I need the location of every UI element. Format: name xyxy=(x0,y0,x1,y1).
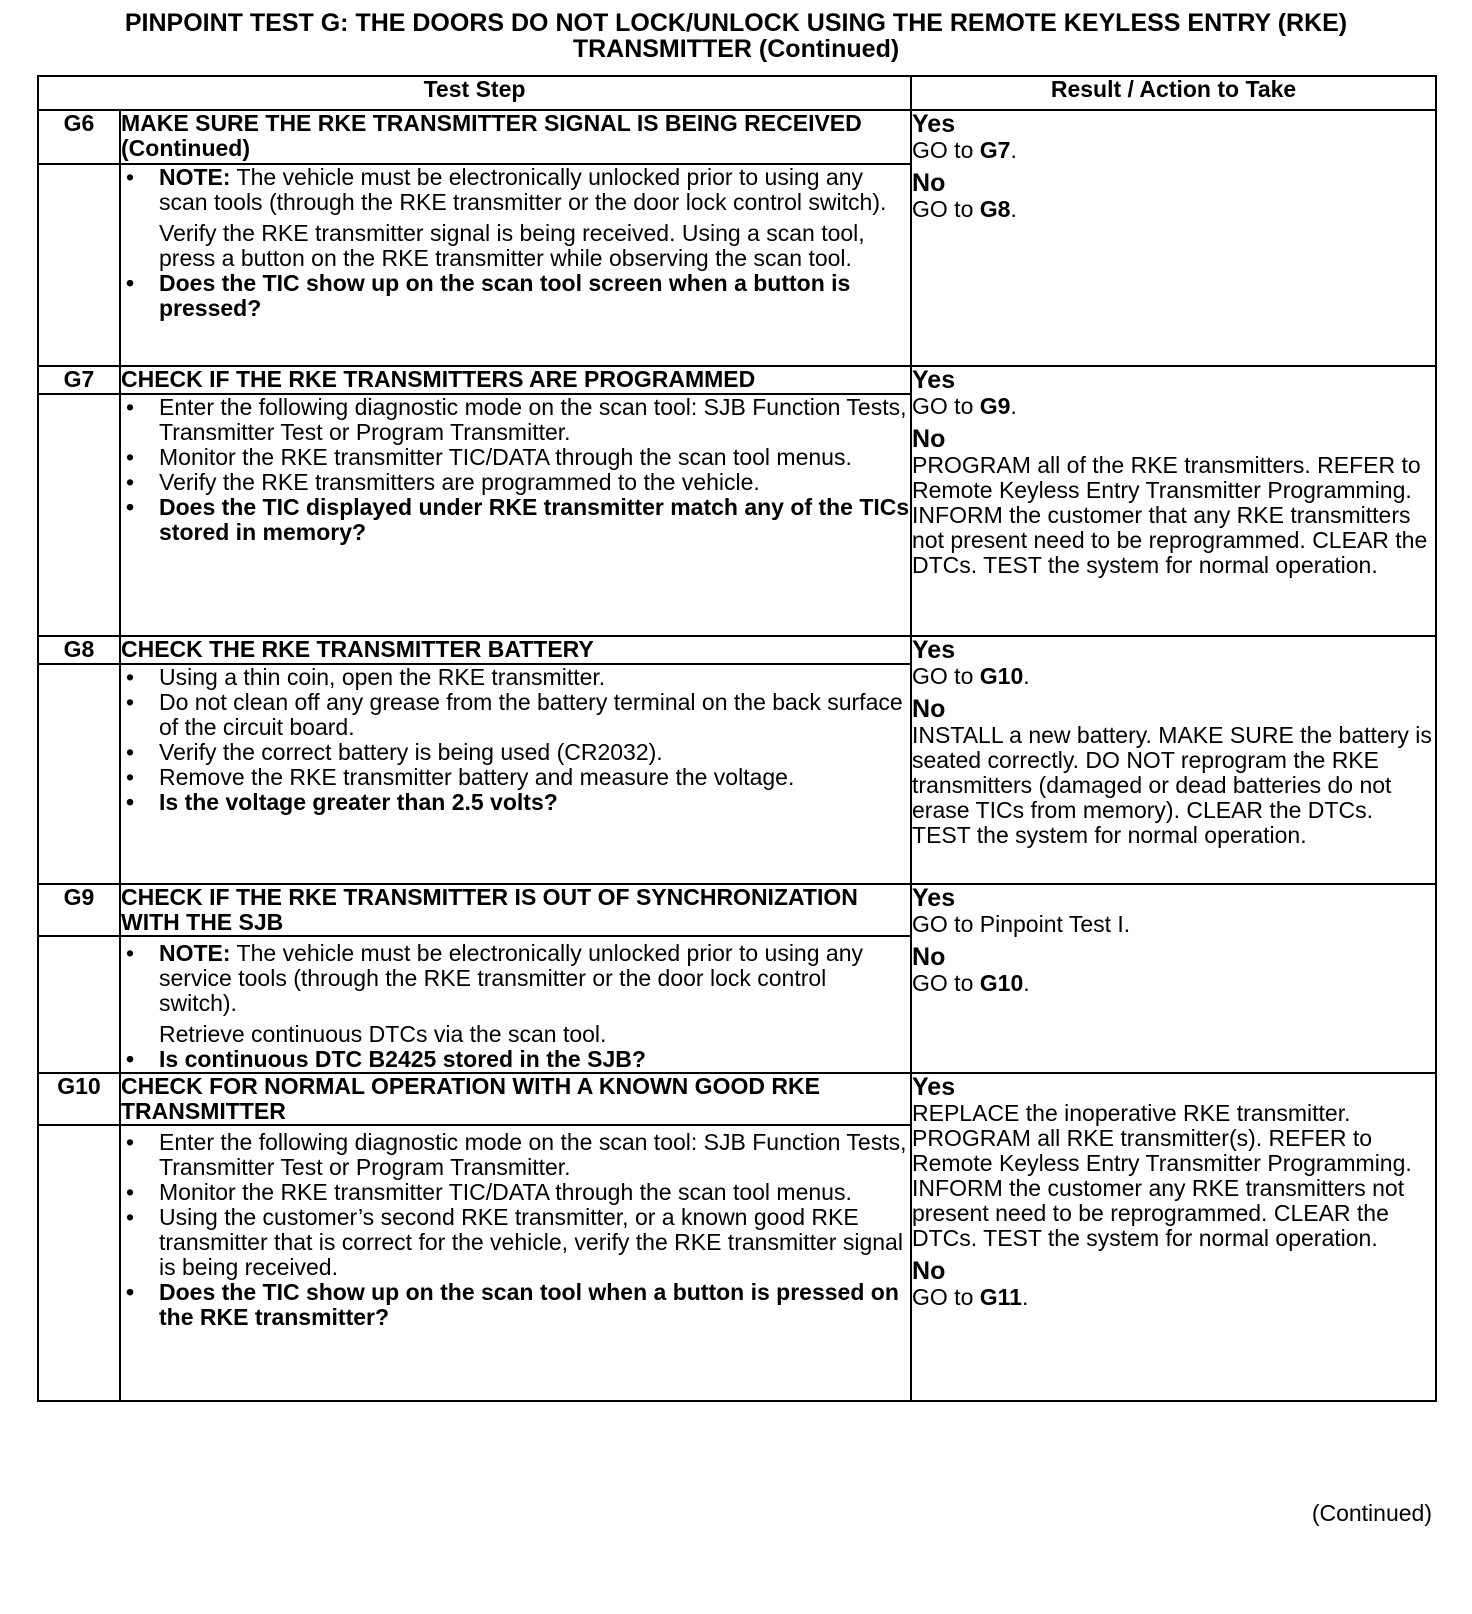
step-g7-title-row xyxy=(38,366,1436,394)
step-g6-result xyxy=(911,110,1436,366)
step-id: G10 xyxy=(38,1073,120,1125)
step-body xyxy=(120,394,911,636)
yes-action: GO to G10. xyxy=(912,663,1030,689)
step-question: • Is continuous DTC B2425 stored in the SJB? xyxy=(121,1047,910,1072)
continued-label: (Continued) xyxy=(1311,1500,1432,1526)
yes-action: GO to Pinpoint Test I. xyxy=(912,911,1131,937)
step-id: G6 xyxy=(38,110,120,164)
step-g8-result xyxy=(911,636,1436,884)
list-item: Retrieve continuous DTCs via the scan tool. xyxy=(159,1021,607,1047)
step-g8-title-row xyxy=(38,636,1436,664)
list-item: • Remove the RKE transmitter battery and measure the voltage. xyxy=(121,765,910,790)
no-action: GO to G8. xyxy=(912,196,1017,222)
step-g10-result xyxy=(911,1073,1436,1401)
no-label: No xyxy=(912,1257,946,1285)
list-item: • NOTE: The vehicle must be electronically unlocked prior to using any service tools (through the RKE transmitter or the door lock control switch). xyxy=(121,941,910,1016)
yes-action: GO to G7. xyxy=(912,137,1017,163)
step-g10-title-row xyxy=(38,1073,1436,1125)
yes-action: REPLACE the inoperative RKE transmitter. PROGRAM all RKE transmitter(s). REFER to Remote Keyless Entry Transmitter Programming. INFORM the customer any RKE transmitters not present need to be reprogrammed. CLEAR the DTCs. TEST the system for normal operation. xyxy=(912,1100,1412,1251)
step-question: • Is the voltage greater than 2.5 volts? xyxy=(121,790,910,815)
step-g9-title-row xyxy=(38,884,1436,936)
pinpoint-test-table xyxy=(37,75,1437,1402)
page-title xyxy=(0,10,1472,62)
title-line-2: TRANSMITTER (Continued) xyxy=(572,35,900,63)
list-item: • Verify the RKE transmitters are programmed to the vehicle. xyxy=(121,470,910,495)
step-title: CHECK IF THE RKE TRANSMITTER IS OUT OF SYNCHRONIZATION WITH THE SJB xyxy=(120,884,911,936)
step-body xyxy=(120,1125,911,1401)
yes-label: Yes xyxy=(912,636,956,664)
step-question: • Does the TIC show up on the scan tool when a button is pressed on the RKE transmitter? xyxy=(121,1280,910,1330)
header-test-step: Test Step xyxy=(38,76,911,110)
step-g7-result xyxy=(911,366,1436,636)
step-question: • Does the TIC displayed under RKE transmitter match any of the TICs stored in memory? xyxy=(121,495,910,545)
list-item: • Enter the following diagnostic mode on the scan tool: SJB Function Tests, Transmitter Test or Program Transmitter. xyxy=(121,1130,910,1180)
step-id: G8 xyxy=(38,636,120,664)
no-label: No xyxy=(912,169,946,197)
step-id: G7 xyxy=(38,366,120,394)
step-title: CHECK FOR NORMAL OPERATION WITH A KNOWN GOOD RKE TRANSMITTER xyxy=(120,1073,911,1125)
step-body xyxy=(120,936,911,1073)
yes-label: Yes xyxy=(912,366,956,394)
list-item: • Using the customer’s second RKE transmitter, or a known good RKE transmitter that is correct for the vehicle, verify the RKE transmitter signal is being received. xyxy=(121,1205,910,1280)
no-label: No xyxy=(912,425,946,453)
step-g9-result xyxy=(911,884,1436,1073)
yes-label: Yes xyxy=(912,884,956,912)
list-item: • Do not clean off any grease from the battery terminal on the back surface of the circuit board. xyxy=(121,690,910,740)
step-title: CHECK IF THE RKE TRANSMITTERS ARE PROGRAMMED xyxy=(120,366,911,394)
list-item: • Verify the correct battery is being used (CR2032). xyxy=(121,740,910,765)
no-action: PROGRAM all of the RKE transmitters. REFER to Remote Keyless Entry Transmitter Programming. INFORM the customer that any RKE transmitters not present need to be reprogrammed. CLEAR the DTCs. TEST the system for normal operation. xyxy=(912,452,1428,578)
no-action: GO to G11. xyxy=(912,1284,1029,1310)
step-title: CHECK THE RKE TRANSMITTER BATTERY xyxy=(120,636,911,664)
list-item: • Monitor the RKE transmitter TIC/DATA through the scan tool menus. xyxy=(121,1180,910,1205)
list-item: • NOTE: The vehicle must be electronically unlocked prior to using any scan tools (through the RKE transmitter or the door lock control switch). xyxy=(121,165,910,215)
no-action: INSTALL a new battery. MAKE SURE the battery is seated correctly. DO NOT reprogram the RKE transmitters (damaged or dead batteries do not erase TICs from memory). CLEAR the DTCs. TEST the system for normal operation. xyxy=(912,722,1432,848)
title-line-1: PINPOINT TEST G: THE DOORS DO NOT LOCK/UNLOCK USING THE REMOTE KEYLESS ENTRY (RKE) xyxy=(124,9,1348,37)
table-header-row xyxy=(38,76,1436,110)
list-item: Verify the RKE transmitter signal is being received. Using a scan tool, press a button on the RKE transmitter while observing the scan tool. xyxy=(159,220,865,271)
step-g6-title-row xyxy=(38,110,1436,164)
yes-label: Yes xyxy=(912,110,956,138)
list-item: • Using a thin coin, open the RKE transmitter. xyxy=(121,665,910,690)
list-item: • Monitor the RKE transmitter TIC/DATA through the scan tool menus. xyxy=(121,445,910,470)
step-question: • Does the TIC show up on the scan tool screen when a button is pressed? xyxy=(121,271,910,321)
step-title: MAKE SURE THE RKE TRANSMITTER SIGNAL IS BEING RECEIVED (Continued) xyxy=(120,110,911,164)
yes-label: Yes xyxy=(912,1073,956,1101)
step-body xyxy=(120,664,911,884)
step-id: G9 xyxy=(38,884,120,936)
step-body xyxy=(120,164,911,366)
list-item: • Enter the following diagnostic mode on the scan tool: SJB Function Tests, Transmitter Test or Program Transmitter. xyxy=(121,395,910,445)
header-result: Result / Action to Take xyxy=(911,76,1436,110)
yes-action: GO to G9. xyxy=(912,393,1017,419)
no-action: GO to G10. xyxy=(912,970,1030,996)
no-label: No xyxy=(912,695,946,723)
no-label: No xyxy=(912,943,946,971)
